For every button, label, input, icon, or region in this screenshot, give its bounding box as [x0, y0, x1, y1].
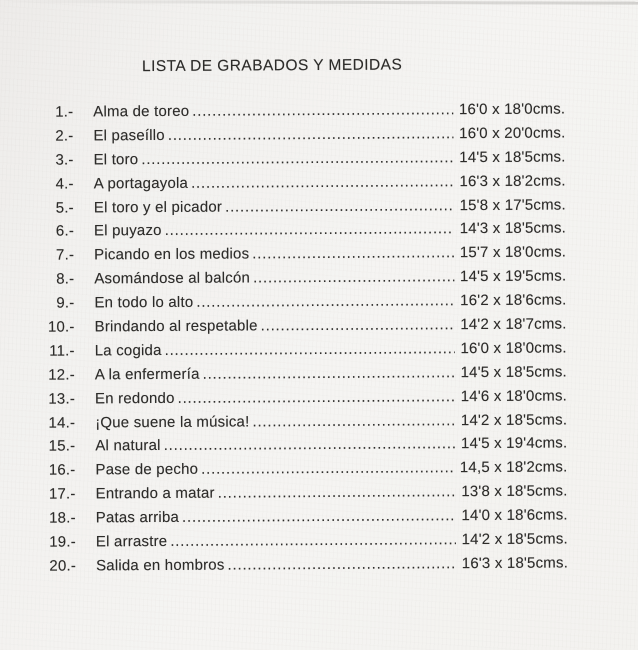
item-number: 11.-	[49, 342, 75, 360]
item-size: 14'6 x 18'0cms.	[460, 387, 568, 405]
dot-leader	[192, 98, 453, 123]
item-size: 16'2 x 18'6cms.	[460, 291, 567, 310]
dot-leader	[178, 385, 455, 411]
item-number: 17.-	[48, 485, 76, 503]
item-number: 4.-	[55, 175, 74, 193]
item-title: ¡Que suene la música!	[95, 413, 250, 431]
item-title: A portagayola	[93, 174, 189, 193]
item-title: A la enfermería	[94, 365, 200, 384]
item-number: 2.-	[55, 127, 74, 145]
dot-leader	[227, 552, 455, 577]
item-size: 14,5 x 18'2cms.	[459, 458, 568, 477]
item-number: 10.-	[47, 318, 75, 336]
item-number: 13.-	[48, 390, 76, 408]
item-number: 9.-	[56, 294, 75, 312]
dot-leader	[252, 409, 455, 434]
item-title: Salida en hombros	[95, 556, 225, 575]
item-title: El puyazo	[93, 222, 162, 240]
engravings-list	[0, 97, 638, 579]
item-size: 15'8 x 17'5cms.	[459, 196, 566, 214]
item-size: 16'3 x 18'5cms.	[461, 554, 569, 573]
item-title: La cogida	[94, 341, 162, 360]
dot-leader	[203, 361, 455, 386]
item-size: 16'0 x 18'0cms.	[460, 339, 567, 358]
item-size: 14'5 x 19'4cms.	[460, 434, 568, 453]
item-title: Patas arriba	[95, 509, 180, 527]
item-title: Picando en los medios	[94, 245, 250, 264]
dot-leader	[170, 528, 455, 554]
item-size: 16'3 x 18'2cms.	[459, 172, 566, 190]
item-size: 14'3 x 18'5cms.	[459, 219, 567, 238]
item-number: 7.-	[55, 246, 75, 264]
dot-leader	[252, 242, 454, 267]
item-size: 14'2 x 18'5cms.	[460, 411, 568, 429]
dot-leader	[218, 480, 456, 505]
item-title: El toro	[93, 150, 139, 169]
item-number: 15.-	[48, 437, 76, 456]
page-title: LISTA DE GRABADOS Y MEDIDAS	[141, 56, 403, 76]
item-number: 14.-	[48, 414, 76, 432]
item-size: 13'8 x 18'5cms.	[461, 482, 568, 501]
dot-leader	[168, 122, 453, 148]
item-number: 12.-	[48, 366, 75, 384]
dot-leader	[225, 194, 454, 219]
list-item	[2, 551, 638, 579]
dot-leader	[261, 313, 455, 338]
item-number: 16.-	[48, 461, 76, 480]
item-number: 1.-	[55, 103, 74, 121]
item-number: 3.-	[55, 151, 74, 169]
item-title: En redondo	[94, 389, 175, 408]
item-title: El arrastre	[95, 532, 168, 551]
item-size: 16'0 x 18'0cms.	[458, 100, 566, 119]
item-number: 20.-	[49, 557, 77, 575]
dot-leader	[191, 170, 454, 196]
dot-leader	[196, 289, 454, 314]
item-size: 14'2 x 18'7cms.	[460, 315, 567, 334]
dot-leader	[141, 146, 453, 172]
item-number: 19.-	[49, 533, 76, 551]
item-title: El toro y el picador	[93, 198, 223, 216]
item-title: Alma de toreo	[93, 102, 190, 121]
item-size: 14'5 x 18'5cms.	[459, 148, 566, 166]
item-size: 14'5 x 19'5cms.	[459, 267, 567, 286]
item-size: 14'0 x 18'6cms.	[461, 506, 568, 525]
item-title: En todo lo alto	[94, 293, 194, 312]
item-title: Pase de pecho	[95, 461, 199, 479]
item-size: 14'5 x 18'5cms.	[460, 363, 567, 381]
item-title: El paseíllo	[93, 126, 165, 145]
item-size: 14'2 x 18'5cms.	[461, 530, 568, 549]
item-number: 18.-	[49, 509, 76, 527]
item-title: Asomándose al balcón	[94, 269, 251, 288]
dot-leader	[165, 218, 454, 244]
dot-leader	[182, 504, 456, 530]
item-title: Al natural	[95, 437, 161, 455]
dot-leader	[201, 457, 454, 482]
item-size: 16'0 x 20'0cms.	[459, 124, 566, 143]
item-number: 6.-	[55, 222, 75, 241]
dot-leader	[164, 433, 455, 459]
item-title: Brindando al respetable	[94, 317, 258, 336]
item-number: 5.-	[55, 199, 74, 217]
item-number: 8.-	[56, 270, 75, 288]
item-title: Entrando a matar	[95, 484, 215, 503]
dot-leader	[253, 265, 454, 290]
item-size: 15'7 x 18'0cms.	[459, 243, 567, 262]
dot-leader	[165, 337, 455, 363]
